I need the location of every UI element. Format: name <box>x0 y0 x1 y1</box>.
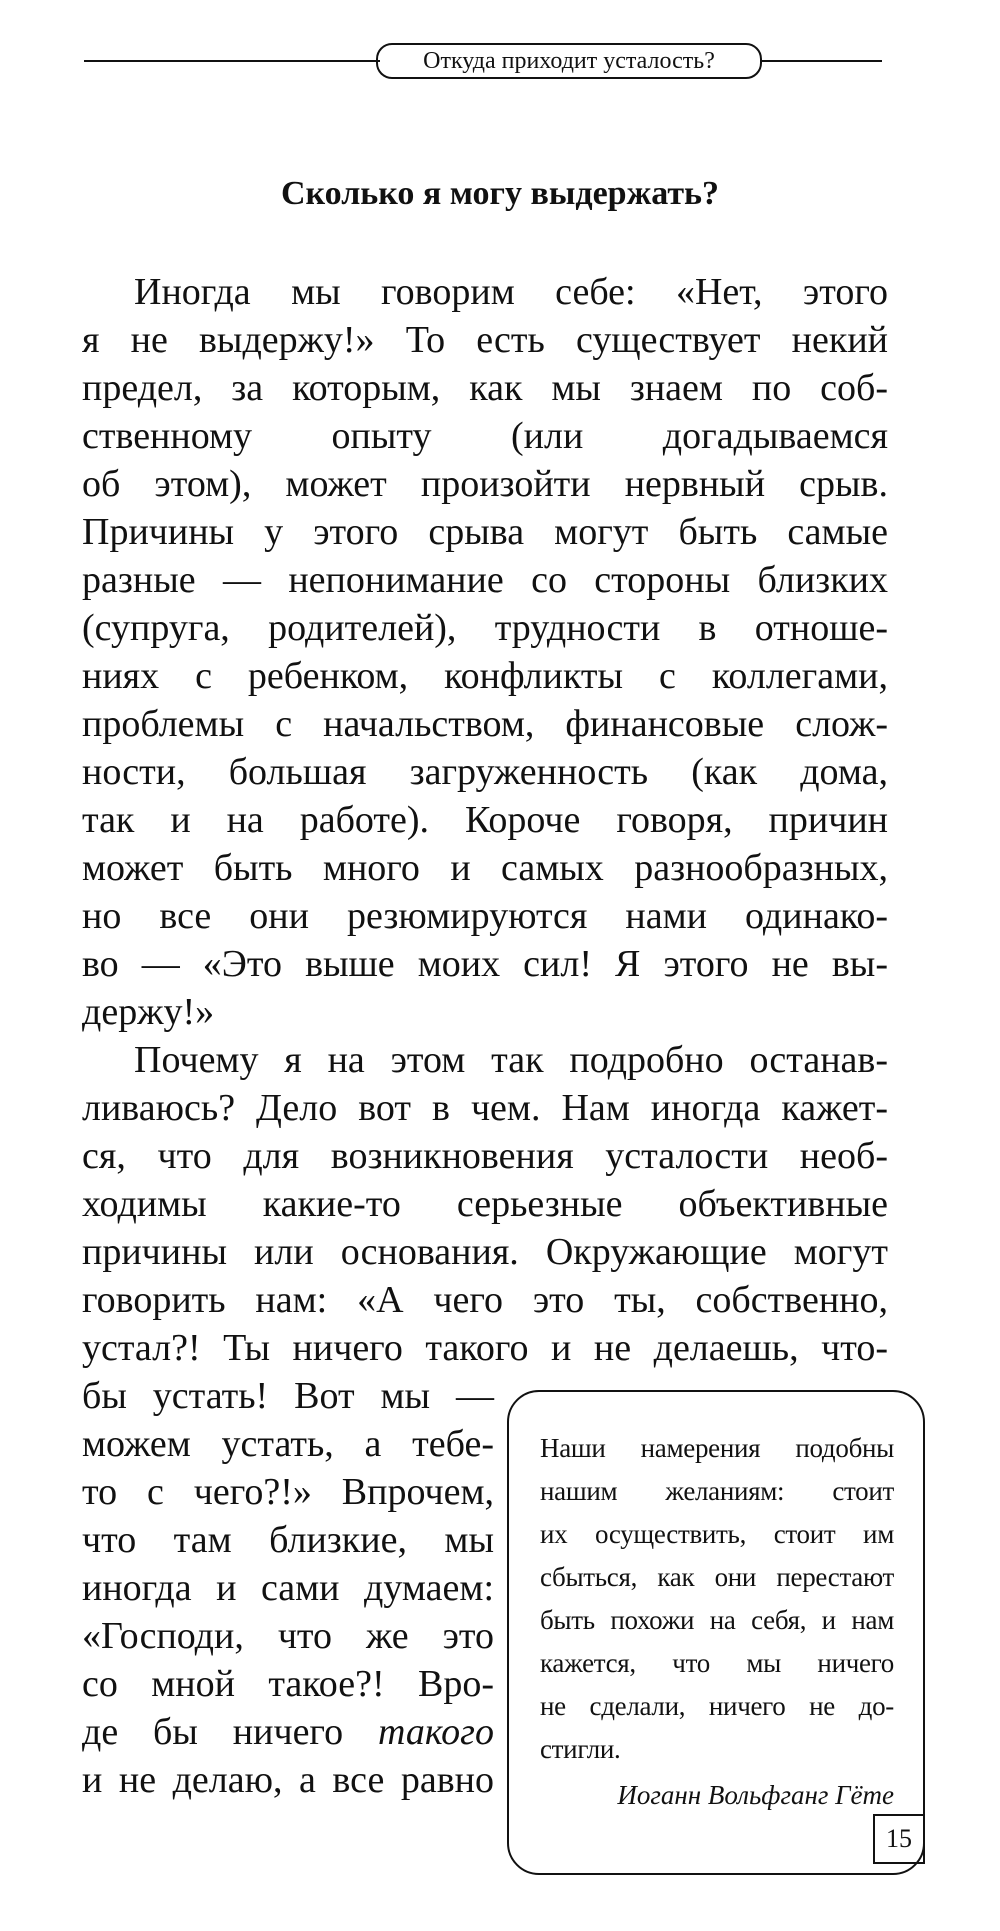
body-line: держу!» <box>82 991 215 1033</box>
body-line: ходимы какие-то серьезные объективные <box>82 1183 888 1225</box>
body-line: причины или основания. Окружающие могут <box>82 1231 888 1273</box>
body-line: проблемы с начальством, финансовые слож- <box>82 703 888 745</box>
body-line: так и на работе). Короче говоря, причин <box>82 799 888 841</box>
body-line: Иногда мы говорим себе: «Нет, этого <box>134 271 888 313</box>
page-number: 15 <box>873 1814 925 1864</box>
quote-line: их осуществить, стоит им <box>540 1519 894 1549</box>
body-line-narrow: бы устать! Вот мы — <box>82 1375 494 1417</box>
section-title: Сколько я могу выдержать? <box>280 175 720 212</box>
body-line-narrow: и не делаю, а все равно <box>82 1759 494 1801</box>
body-line: ности, большая загруженность (как дома, <box>82 751 888 793</box>
header-rule-left <box>84 60 380 62</box>
quote-line: не сделали, ничего не до- <box>540 1691 894 1721</box>
text-run: де бы ничего <box>82 1711 378 1753</box>
body-line-narrow: «Господи, что же это <box>82 1615 494 1657</box>
quote-line: нашим желаниям: стоит <box>540 1476 894 1506</box>
body-line: ливаюсь? Дело вот в чем. Нам иногда кажет- <box>82 1087 888 1129</box>
body-line-narrow: то с чего?!» Впрочем, <box>82 1471 494 1513</box>
body-line: ственному опыту (или догадываемся <box>82 415 888 457</box>
header-rule-right <box>762 60 882 62</box>
body-line-narrow: иногда и сами думаем: <box>82 1567 494 1609</box>
emphasis-word: такого <box>377 1711 494 1753</box>
body-line: может быть много и самых разнообразных, <box>82 847 888 889</box>
body-line: ниях с ребенком, конфликты с коллегами, <box>82 655 888 697</box>
quote-line: кажется, что мы ничего <box>540 1648 894 1678</box>
quote-author: Иоганн Вольфганг Гёте <box>617 1780 894 1810</box>
quote-line: сбыться, как они перестают <box>540 1562 894 1592</box>
body-line: (супруга, родителей), трудности в отноше- <box>82 607 888 649</box>
body-line: об этом), может произойти нервный срыв. <box>82 463 888 505</box>
body-line: я не выдержу!» То есть существует некий <box>82 319 888 361</box>
quote-line: стигли. <box>540 1734 621 1764</box>
body-line: во — «Это выше моих сил! Я этого не вы- <box>82 943 888 985</box>
body-line: Почему я на этом так подробно останав- <box>134 1039 888 1081</box>
running-header: Откуда приходит усталость? <box>376 43 762 79</box>
body-line-narrow: можем устать, а тебе- <box>82 1423 494 1465</box>
body-line-narrow-italic <box>82 1708 494 1756</box>
body-line: ся, что для возникновения усталости необ- <box>82 1135 888 1177</box>
body-line: разные — непонимание со стороны близких <box>82 559 888 601</box>
body-line: Причины у этого срыва могут быть самые <box>82 511 888 553</box>
body-line: предел, за которым, как мы знаем по соб- <box>82 367 888 409</box>
body-line: говорить нам: «А чего это ты, собственно, <box>82 1279 888 1321</box>
quote-line: Наши намерения подобны <box>540 1433 894 1463</box>
body-line: устал?! Ты ничего такого и не делаешь, что- <box>82 1327 888 1369</box>
quote-line: быть похожи на себя, и нам <box>540 1605 894 1635</box>
body-line: но все они резюмируются нами одинако- <box>82 895 888 937</box>
body-line-narrow: что там близкие, мы <box>82 1519 494 1561</box>
body-line-narrow: со мной такое?! Вро- <box>82 1663 494 1705</box>
